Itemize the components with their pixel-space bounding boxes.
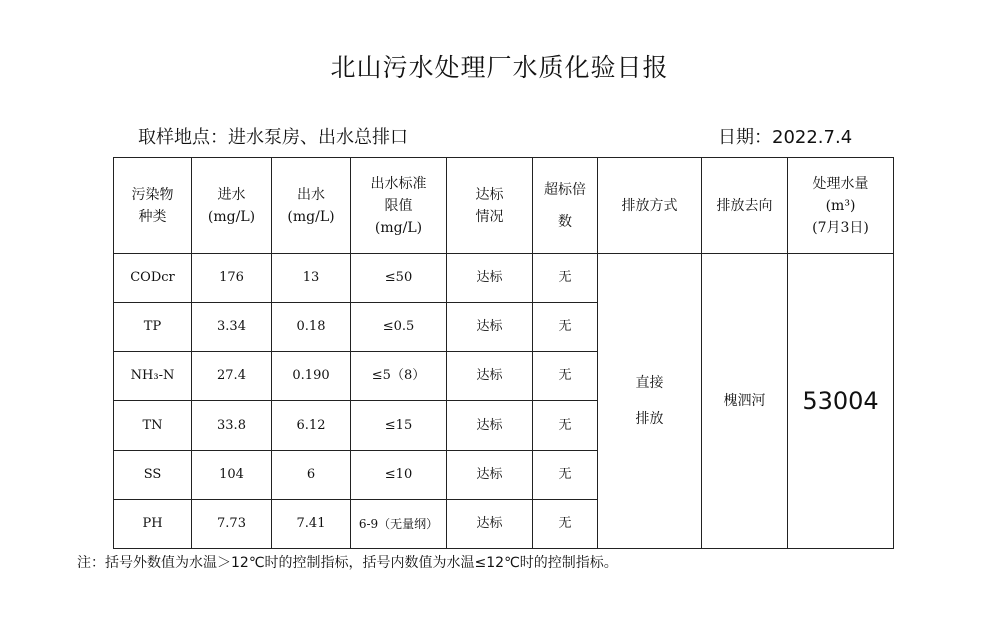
outflow-value: 13 (272, 254, 351, 303)
compliance-status: 达标 (447, 254, 533, 303)
compliance-status: 达标 (447, 499, 533, 548)
compliance-status: 达标 (447, 401, 533, 450)
compliance-status: 达标 (447, 450, 533, 499)
outflow-value: 6 (272, 450, 351, 499)
pollutant-name: NH₃-N (114, 352, 192, 401)
limit-value: ≤15 (351, 401, 447, 450)
limit-value: 6-9（无量纲） (351, 499, 447, 548)
report-date: 日期：2022.7.4 (718, 127, 853, 148)
outflow-value: 7.41 (272, 499, 351, 548)
pollutant-name: TN (114, 401, 192, 450)
header-volume: 处理水量 (m³) (7月3日) (788, 158, 894, 254)
pollutant-name: SS (114, 450, 192, 499)
outflow-value: 0.18 (272, 303, 351, 352)
header-pollutant: 污染物 种类 (114, 158, 192, 254)
inflow-value: 3.34 (192, 303, 272, 352)
header-outflow: 出水 (mg/L) (272, 158, 351, 254)
limit-value: ≤50 (351, 254, 447, 303)
exceed-multiple: 无 (533, 499, 598, 548)
exceed-multiple: 无 (533, 254, 598, 303)
pollutant-name: TP (114, 303, 192, 352)
inflow-value: 7.73 (192, 499, 272, 548)
water-quality-table (113, 157, 894, 549)
inflow-value: 176 (192, 254, 272, 303)
treated-volume: 53004 (788, 254, 894, 549)
compliance-status: 达标 (447, 303, 533, 352)
exceed-multiple: 无 (533, 303, 598, 352)
compliance-status: 达标 (447, 352, 533, 401)
exceed-multiple: 无 (533, 401, 598, 450)
header-exceed-multiple: 超标倍 数 (533, 158, 598, 254)
pollutant-name: CODcr (114, 254, 192, 303)
limit-value: ≤10 (351, 450, 447, 499)
discharge-method: 直接 排放 (598, 254, 702, 549)
header-compliance: 达标 情况 (447, 158, 533, 254)
inflow-value: 33.8 (192, 401, 272, 450)
discharge-destination: 槐泗河 (702, 254, 788, 549)
inflow-value: 104 (192, 450, 272, 499)
header-inflow: 进水 (mg/L) (192, 158, 272, 254)
inflow-value: 27.4 (192, 352, 272, 401)
outflow-value: 0.190 (272, 352, 351, 401)
table-row (114, 254, 894, 303)
exceed-multiple: 无 (533, 450, 598, 499)
pollutant-name: PH (114, 499, 192, 548)
report-title: 北山污水处理厂水质化验日报 (330, 53, 669, 82)
limit-value: ≤0.5 (351, 303, 447, 352)
exceed-multiple: 无 (533, 352, 598, 401)
sampling-location: 取样地点：进水泵房、出水总排口 (138, 127, 408, 148)
header-standard: 出水标准 限值 (mg/L) (351, 158, 447, 254)
table-header-row (114, 158, 894, 254)
header-discharge-method: 排放方式 (598, 158, 702, 254)
outflow-value: 6.12 (272, 401, 351, 450)
footnote: 注：括号外数值为水温＞12℃时的控制指标，括号内数值为水温≤12℃时的控制指标。 (77, 555, 618, 571)
limit-value: ≤5（8） (351, 352, 447, 401)
header-discharge-dest: 排放去向 (702, 158, 788, 254)
